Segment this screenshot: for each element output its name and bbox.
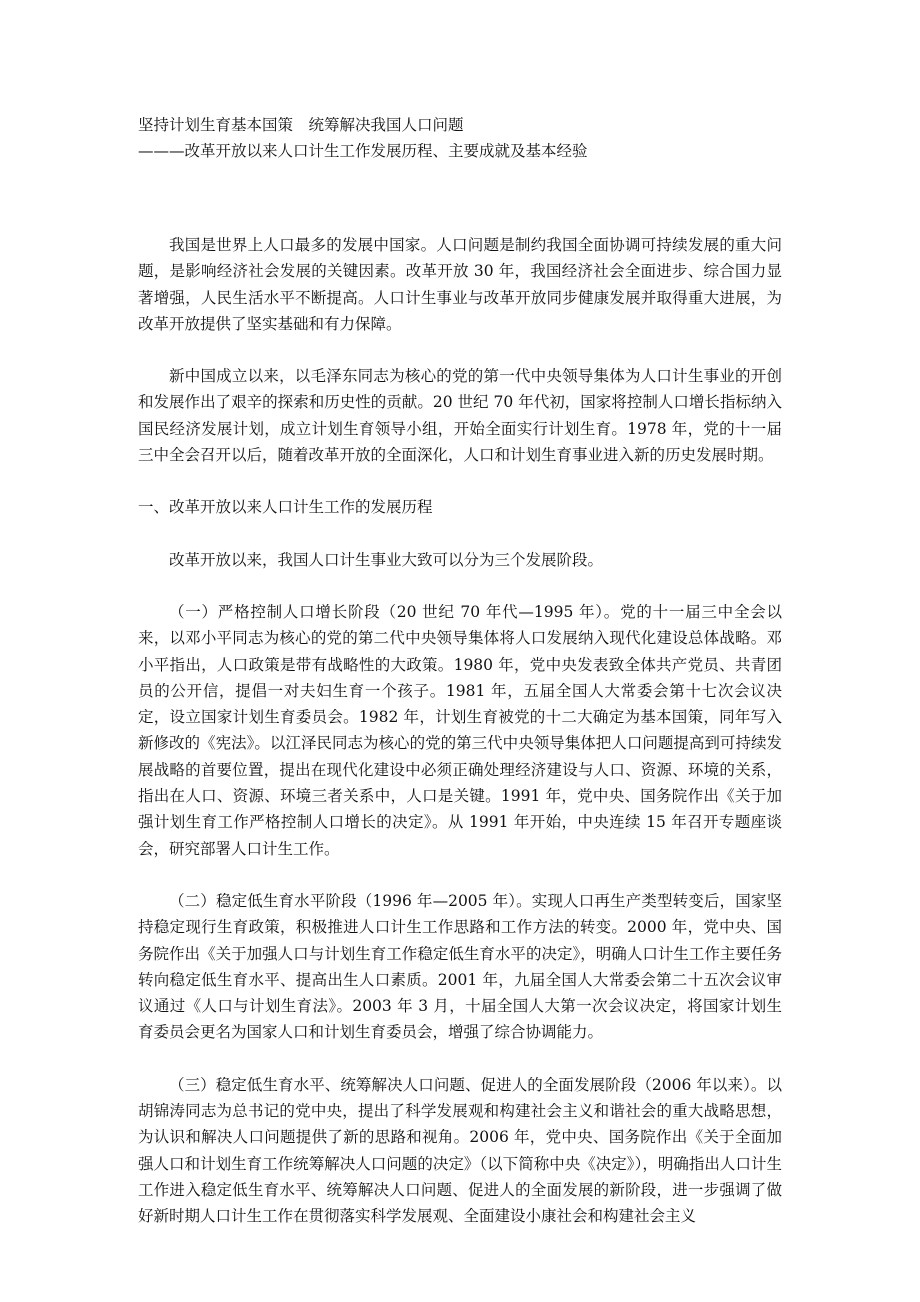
- paragraph-stage-2: （二）稳定低生育水平阶段（1996 年—2005 年）。实现人口再生产类型转变后，国家坚持稳定现行生育政策，积极推进人口计生工作思路和工作方法的转变。2000 年，党中央、国务院作出《关于加强人口与计划生育工作稳定低生育水平的决定》，明确人口计生工作主要任务转向稳定低生育水平、提高出生人口素质。2001 年，九届全国人大常委会第二十五次会议审议通过《人口与计划生育法》。2003 年 3 月，十届全国人大第一次会议决定，将国家计划生育委员会更名为国家人口和计划生育委员会，增强了综合协调能力。: [138, 891, 782, 1042]
- paragraph-history: 新中国成立以来，以毛泽东同志为核心的党的第一代中央领导集体为人口计生事业的开创和发展作出了艰辛的探索和历史性的贡献。20 世纪 70 年代初，国家将控制人口增长指标纳入国民经济发展计划，成立计划生育领导小组，开始全面实行计划生育。1978 年，党的十一届三中全会召开以后，随着改革开放的全面深化，人口和计划生育事业进入新的历史发展时期。: [138, 367, 782, 465]
- paragraph-intro: 我国是世界上人口最多的发展中国家。人口问题是制约我国全面协调可持续发展的重大问题，是影响经济社会发展的关键因素。改革开放 30 年，我国经济社会全面进步、综合国力显著增强，人民生活水平不断提高。人口计生事业与改革开放同步健康发展并取得重大进展，为改革开放提供了坚实基础和有力保障。: [138, 236, 782, 333]
- document-subtitle: ———改革开放以来人口计生工作发展历程、主要成就及基本经验: [138, 142, 588, 160]
- title-block: [138, 112, 788, 164]
- section-heading-1: 一、改革开放以来人口计生工作的发展历程: [138, 498, 433, 517]
- document-title: 坚持计划生育基本国策 统筹解决我国人口问题: [138, 116, 464, 134]
- paragraph-stages-intro: 改革开放以来，我国人口计生事业大致可以分为三个发展阶段。: [169, 550, 604, 569]
- paragraph-stage-3: （三）稳定低生育水平、统筹解决人口问题、促进人的全面发展阶段（2006 年以来）。以胡锦涛同志为总书记的党中央，提出了科学发展观和构建社会主义和谐社会的重大战略思想，为认识和解决人口问题提供了新的思路和视角。2006 年，党中央、国务院作出《关于全面加强人口和计划生育工作统筹解决人口问题的决定》（以下简称中央《决定》），明确指出人口计生工作进入稳定低生育水平、统筹解决人口问题、促进人的全面发展的新阶段，进一步强调了做好新时期人口计生工作在贯彻落实科学发展观、全面建设小康社会和构建社会主义: [138, 1075, 782, 1226]
- paragraph-stage-1: （一）严格控制人口增长阶段（20 世纪 70 年代—1995 年）。党的十一届三中全会以来，以邓小平同志为核心的党的第二代中央领导集体将人口发展纳入现代化建设总体战略。邓小平指出，人口政策是带有战略性的大政策。1980 年，党中央发表致全体共产党员、共青团员的公开信，提倡一对夫妇生育一个孩子。1981 年，五届全国人大常委会第十七次会议决定，设立国家计划生育委员会。1982 年，计划生育被党的十二大确定为基本国策，同年写入新修改的《宪法》。以江泽民同志为核心的党的第三代中央领导集体把人口问题提高到可持续发展战略的首要位置，提出在现代化建设中必须正确处理经济建设与人口、资源、环境的关系，指出在人口、资源、环境三者关系中，人口是关键。1991 年，党中央、国务院作出《关于加强计划生育工作严格控制人口增长的决定》。从 1991 年开始，中央连续 15 年召开专题座谈会，研究部署人口计生工作。: [138, 602, 782, 858]
- document-body: [138, 232, 782, 1256]
